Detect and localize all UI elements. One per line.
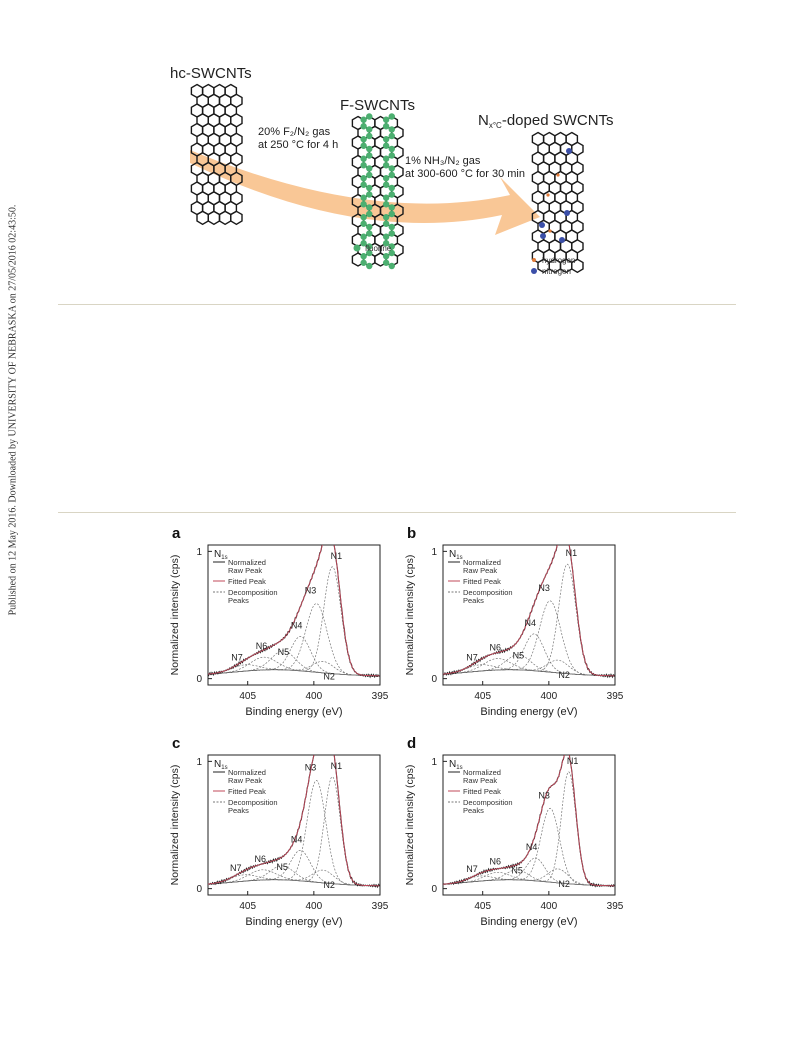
section-divider-bottom [58,512,736,513]
fluorine-atom [383,156,389,162]
fluorine-atom [383,234,389,240]
peak-label-n3: N3 [304,762,317,773]
x-tick-label: 405 [474,691,492,702]
spectrum-label-sub: 1s [221,765,228,771]
fluorine-atom [383,117,389,123]
fluorine-atom [360,123,366,129]
y-tick-label: 1 [431,756,437,768]
peak-label-n3: N3 [538,790,550,801]
x-tick-label: 395 [371,901,389,912]
synthesis-scheme [150,55,650,285]
decomposition-peak-n3 [208,604,379,676]
legend-entry: Fitted Peak [463,577,501,586]
hydrogen-atom [548,229,551,232]
fluorine-atom [383,182,389,188]
fluorine-atom [366,230,372,236]
peak-label-n4: N4 [290,834,303,845]
peak-label-n2: N2 [558,878,570,889]
hexagon-cell [220,211,231,224]
fluorine-atom [360,201,366,207]
legend-entry: Decomposition Peaks [228,798,278,815]
nitrogen-atom [540,233,546,239]
fluorine-atom [366,113,372,119]
fluorine-legend-dot [354,245,361,252]
peak-label-n6: N6 [489,856,502,867]
x-axis-label: Binding energy (eV) [480,916,578,928]
spectrum-label-sub: 1s [456,765,463,771]
panel-letter: b [407,525,417,542]
xps-panel-c [160,730,400,940]
x-axis-label: Binding energy (eV) [245,916,343,928]
y-axis-label: Normalized intensity (cps) [169,764,181,886]
fluorine-atom [366,146,372,152]
fluorine-atom [360,175,366,181]
fluorine-atom [383,136,389,142]
peak-label-n6: N6 [489,642,502,653]
y-tick-label: 1 [431,546,437,558]
hc-swcnt-tube [191,85,242,225]
x-tick-label: 405 [239,691,257,702]
fluorine-atom [383,175,389,181]
hexagon-cell [208,211,219,224]
x-tick-label: 400 [305,901,323,912]
step2-line1: 1% NH₃/N₂ gas [405,155,481,167]
fluorine-atom [366,152,372,158]
fluorine-atom [360,117,366,123]
fluorine-atom [383,260,389,266]
fluorine-atom [383,201,389,207]
nitrogen-atom [566,148,572,154]
fluorine-atom [360,221,366,227]
fluorine-atom [383,123,389,129]
fluorine-atom [360,260,366,266]
download-notice [0,0,26,1039]
tube3-label [478,112,614,130]
x-tick-label: 400 [540,691,558,702]
peak-label-n1: N1 [330,550,343,561]
fluorine-atom [383,214,389,220]
spectrum-label-sub: 1s [221,555,228,561]
peak-label-n7: N7 [231,652,243,663]
fluorine-atom [366,165,372,171]
x-tick-label: 395 [606,901,624,912]
peak-label-n5: N5 [277,646,290,657]
tube1-label: hc-SWCNTs [170,65,252,82]
peak-label-n1: N1 [566,755,579,766]
y-tick-label: 0 [431,674,437,686]
panel-letter: a [172,525,181,542]
y-tick-label: 1 [196,756,202,768]
peak-label-n7: N7 [466,864,478,875]
section-divider-top [58,304,736,305]
fluorine-atom [383,221,389,227]
spectrum-label-sub: 1s [456,555,463,561]
legend-entry: Decomposition Peaks [228,588,278,605]
y-tick-label: 0 [196,884,202,896]
fluorine-atom [389,172,395,178]
fluorine-atom [360,156,366,162]
peak-label-n5: N5 [512,650,525,661]
fluorine-atom [366,204,372,210]
fluorine-atom [360,143,366,149]
fluorine-atom [360,195,366,201]
tube2-label: F-SWCNTs [340,97,415,114]
fluorine-atom [360,214,366,220]
nitrogen-atom [539,222,545,228]
y-tick-label: 1 [196,546,202,558]
step2-line2: at 300-600 °C for 30 min [405,168,525,180]
nitrogen-legend-label: nitrogen [542,267,571,276]
peak-label-n6: N6 [255,641,268,652]
panel-letter: d [407,735,417,752]
step1-line1: 20% F₂/N₂ gas [258,126,331,138]
y-axis-label: Normalized intensity (cps) [169,554,181,676]
fluorine-atom [360,182,366,188]
nitrogen-atom [559,237,565,243]
fluorine-atom [389,204,395,210]
nitrogen-legend-dot [531,268,537,274]
y-axis-label: Normalized intensity (cps) [404,764,416,886]
peak-label-n4: N4 [525,841,538,852]
legend-entry: Fitted Peak [463,787,501,796]
fluorine-atom [389,185,395,191]
xps-panel-b [395,520,635,730]
tube3-label-sub: x°C [488,121,502,130]
peak-label-n4: N4 [524,617,537,628]
x-tick-label: 395 [606,691,624,702]
tube3-label-rest: -doped SWCNTs [501,112,614,129]
fluorine-atom [389,165,395,171]
xps-panel-d [395,730,635,940]
fluorine-atom [389,126,395,132]
peak-label-n2: N2 [323,880,335,891]
legend-entry: Normalized Raw Peak [228,558,266,575]
fluorine-atom [389,146,395,152]
hydrogen-legend-dot [532,258,536,262]
fluorine-atom [389,230,395,236]
fluorine-atom [366,224,372,230]
fluorine-atom [360,162,366,168]
fluorine-atom [389,113,395,119]
spectrum-label: $N_{1s}$ [214,759,228,771]
fluorine-atom [383,162,389,168]
fluorine-legend-label: fluorine [365,244,392,253]
peak-label-n4: N4 [290,620,303,631]
x-tick-label: 405 [474,901,492,912]
legend-entry: Normalized Raw Peak [228,768,266,785]
tube3-label-main: N [478,112,489,129]
panel-letter: c [172,735,181,752]
spectrum-label: $N_{1s}$ [449,759,463,771]
legend-entry: Fitted Peak [228,787,266,796]
fluorine-atom [383,143,389,149]
fluorine-atom [360,234,366,240]
fluorine-atom [366,211,372,217]
peak-label-n5: N5 [511,865,523,876]
fluorine-atom [389,133,395,139]
fluorine-atom [366,263,372,269]
fluorine-atom [360,136,366,142]
peak-label-n3: N3 [304,585,317,596]
download-notice-text: Published on 12 May 2016. Downloaded by UNIVERSITY OF NEBRASKA on 27/05/2016 02:43:50. [7,204,19,616]
fluorine-atom [389,211,395,217]
legend-entry: Decomposition Peaks [463,588,513,605]
y-tick-label: 0 [431,884,437,896]
fluorine-atom [366,172,372,178]
step1-line2: at 250 °C for 4 h [258,139,339,151]
hydrogen-legend-label: hydrogen [542,256,576,265]
n-doped-swcnt-tube [532,133,583,273]
peak-label-n7: N7 [466,652,478,663]
x-tick-label: 400 [305,691,323,702]
fluorine-atom [366,185,372,191]
x-axis-label: Binding energy (eV) [480,706,578,718]
peak-label-n2: N2 [323,671,335,682]
legend-entry: Normalized Raw Peak [463,768,501,785]
x-tick-label: 405 [239,901,257,912]
legend-entry: Fitted Peak [228,577,266,586]
peak-label-n1: N1 [330,760,343,771]
fluorine-atom [383,253,389,259]
fluorine-atom [366,191,372,197]
peak-label-n2: N2 [558,670,570,681]
legend-entry: Normalized Raw Peak [463,558,501,575]
xps-panel-a [160,520,400,730]
y-axis-label: Normalized intensity (cps) [404,554,416,676]
spectrum-label: $N_{1s}$ [449,549,463,561]
fluorine-atom [389,224,395,230]
fluorine-atom [360,253,366,259]
peak-label-n6: N6 [254,853,267,864]
hydrogen-atom [556,173,559,176]
hydrogen-atom [546,193,549,196]
legend-entry: Decomposition Peaks [463,798,513,815]
fluorine-atom [389,263,395,269]
x-tick-label: 395 [371,691,389,702]
y-tick-label: 0 [196,674,202,686]
fluorine-atom [366,133,372,139]
peak-label-n3: N3 [538,582,550,593]
nitrogen-atom [564,210,570,216]
x-axis-label: Binding energy (eV) [245,706,343,718]
hexagon-cell [197,211,208,224]
fluorine-atom [366,126,372,132]
fluorine-atom [383,195,389,201]
hexagon-cell [231,211,242,224]
fluorine-atom [389,152,395,158]
peak-label-n7: N7 [229,862,242,873]
peak-label-n5: N5 [276,861,288,872]
x-tick-label: 400 [540,901,558,912]
fluorine-atom [389,191,395,197]
peak-label-n1: N1 [565,548,578,559]
spectrum-label: $N_{1s}$ [214,549,228,561]
